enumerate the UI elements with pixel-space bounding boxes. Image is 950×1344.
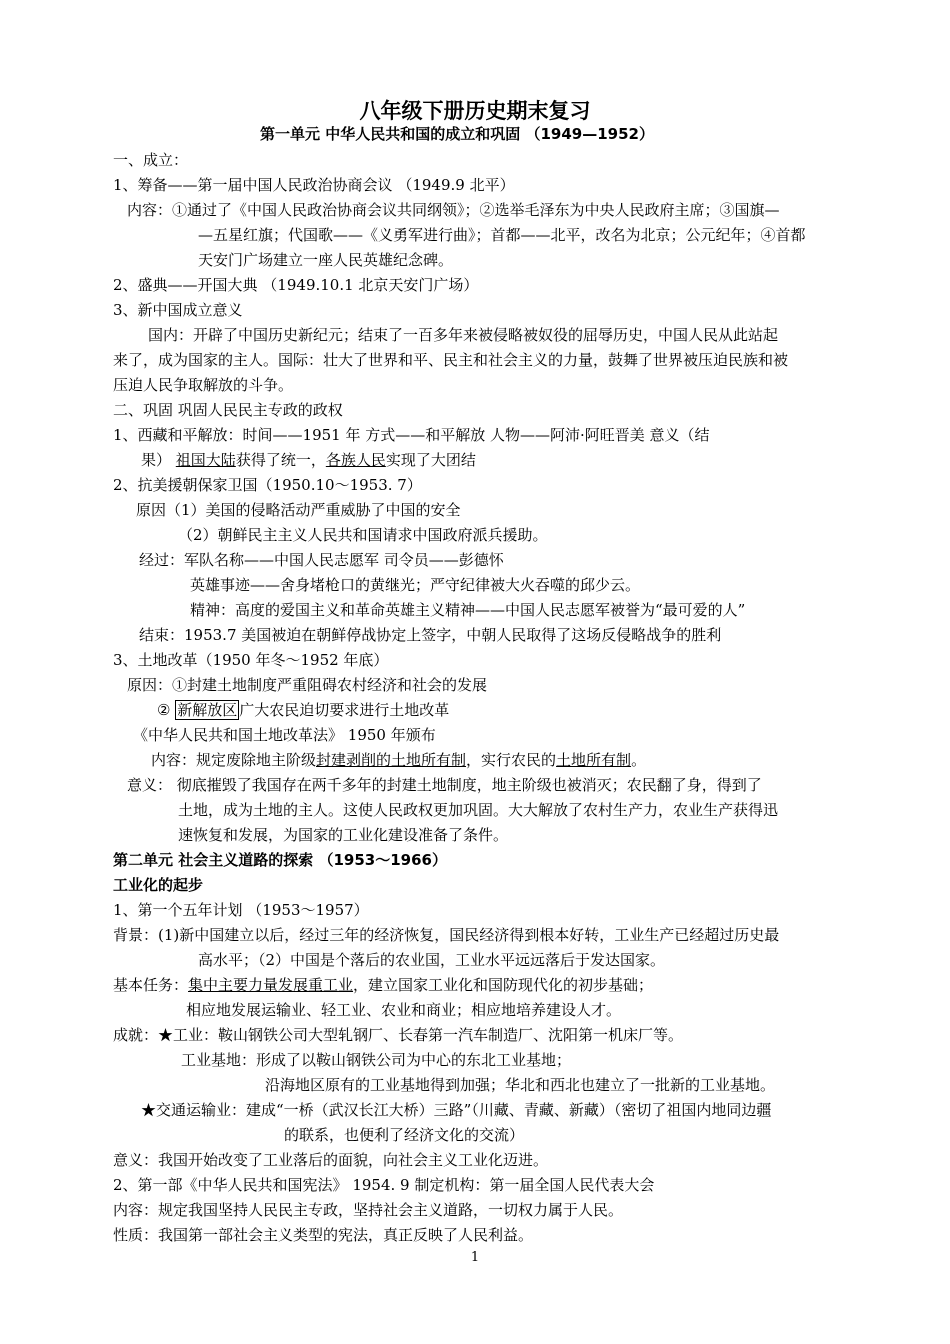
boxed-term: 新解放区	[177, 701, 238, 719]
text-segment: 广大农民迫切要求进行土地改革	[239, 701, 450, 719]
text-line: 3、土地改革（1950 年冬～1952 年底）	[113, 651, 389, 669]
text-segment: 基本任务：	[113, 976, 189, 994]
text-line: 沿海地区原有的工业基地得到加强；华北和西北也建立了一批新的工业基地。	[265, 1076, 776, 1094]
text-line: 结束：1953.7 美国被迫在朝鲜停战协定上签字，中朝人民取得了这场反侵略战争的胜利	[139, 626, 722, 644]
unit2-heading: 第二单元 社会主义道路的探索 （1953～1966）	[113, 851, 447, 869]
unit1-heading: 第一单元 中华人民共和国的成立和巩固 （1949—1952）	[260, 125, 654, 143]
text-segment: 果）	[141, 451, 172, 469]
text-line: 精神：高度的爱国主义和革命英雄主义精神——中国人民志愿军被誉为“最可爱的人”	[190, 601, 746, 619]
text-line: 性质：我国第一部社会主义类型的宪法，真正反映了人民利益。	[113, 1226, 534, 1244]
page-number: 1	[470, 1250, 480, 1265]
text-line: 意义：我国开始改变了工业落后的面貌，向社会主义工业化迈进。	[113, 1151, 549, 1169]
underlined-term: 集中主要力量发展重工业	[188, 976, 354, 994]
text-line: 背景：(1)新中国建立以后，经过三年的经济恢复，国民经济得到根本好转，工业生产已经超过历史最	[113, 926, 780, 944]
text-line: 英雄事迹——舍身堵枪口的黄继光；严守纪律被大火吞噬的邱少云。	[190, 576, 641, 594]
text-line: 的联系，也便利了经济文化的交流）	[284, 1126, 525, 1144]
text-segment: 获得了统一，	[235, 451, 326, 469]
text-line	[157, 700, 449, 720]
text-line: 来了，成为国家的主人。国际：壮大了世界和平、民主和社会主义的力量，鼓舞了世界被压迫民族和被	[113, 351, 789, 369]
text-line: 成就：★工业：鞍山钢铁公司大型轧钢厂、长春第一汽车制造厂、沈阳第一机床厂等。	[113, 1026, 684, 1044]
text-line: 1、第一个五年计划 （1953～1957）	[113, 901, 369, 919]
underlined-term: 各族人民	[325, 451, 386, 469]
section-heading: 工业化的起步	[113, 876, 204, 894]
text-line	[151, 750, 646, 770]
text-line: 高水平；（2）中国是个落后的农业国，工业水平远远落后于发达国家。	[198, 951, 666, 969]
text-line: —五星红旗；代国歌——《义勇军进行曲》；首都——北平，改名为北京；公元纪年；④首都	[198, 226, 806, 244]
text-line: 内容：①通过了《中国人民政治协商会议共同纲领》；②选举毛泽东为中央人民政府主席；③国旗—	[127, 201, 780, 219]
text-segment: ，建立国家工业化和国防现代化的初步基础；	[353, 976, 654, 994]
text-line: 《中华人民共和国土地改革法》 1950 年颁布	[133, 726, 436, 744]
text-line: 内容：规定我国坚持人民民主专政，坚持社会主义道路，一切权力属于人民。	[113, 1201, 624, 1219]
text-line: 国内：开辟了中国历史新纪元；结束了一百多年来被侵略被奴役的屈辱历史，中国人民从此站起	[148, 326, 779, 344]
text-line: ★交通运输业：建成“一桥（武汉长江大桥）三路”（川藏、青藏、新藏）（密切了祖国内地同边疆	[141, 1101, 772, 1119]
text-line: 意义： 彻底摧毁了我国存在两千多年的封建土地制度，地主阶级也被消灭；农民翻了身，得到了	[127, 776, 762, 794]
text-line: 相应地发展运输业、轻工业、农业和商业；相应地培养建设人才。	[186, 1001, 622, 1019]
text-line: 1、筹备——第一届中国人民政治协商会议 （1949.9 北平）	[113, 176, 515, 194]
text-line: 土地，成为土地的主人。这使人民政权更加巩固。大大解放了农村生产力，农业生产获得迅	[178, 801, 779, 819]
text-line: 3、新中国成立意义	[113, 301, 243, 319]
document-title: 八年级下册历史期末复习	[359, 99, 591, 123]
text-line: 2、抗美援朝保家卫国（1950.10～1953. 7）	[113, 476, 422, 494]
text-line: 速恢复和发展，为国家的工业化建设准备了条件。	[178, 826, 509, 844]
text-line: （2）朝鲜民主主义人民共和国请求中国政府派兵援助。	[178, 526, 548, 544]
text-line: 原因（1）美国的侵略活动严重威胁了中国的安全	[136, 501, 461, 519]
text-line: 工业基地：形成了以鞍山钢铁公司为中心的东北工业基地；	[181, 1051, 572, 1069]
text-line: 天安门广场建立一座人民英雄纪念碑。	[198, 251, 454, 269]
text-line: 1、西藏和平解放：时间——1951 年 方式——和平解放 人物——阿沛·阿旺晋美 意义（结	[113, 426, 710, 444]
text-line	[113, 975, 653, 995]
text-segment: 实现了大团结	[385, 451, 476, 469]
text-line	[141, 450, 476, 470]
text-segment: ，实行农民的	[466, 751, 557, 769]
text-line: 经过：军队名称——中国人民志愿军 司令员——彭德怀	[139, 551, 504, 569]
text-line: 2、盛典——开国大典 （1949.10.1 北京天安门广场）	[113, 276, 479, 294]
section-heading: 二、巩固 巩固人民民主专政的政权	[113, 401, 343, 419]
text-line: 压迫人民争取解放的斗争。	[113, 376, 294, 394]
underlined-term: 封建剥削的土地所有制	[316, 751, 467, 769]
underlined-term: 土地所有制	[556, 751, 632, 769]
section-heading: 一、成立：	[113, 151, 189, 169]
text-segment: ②	[157, 701, 171, 719]
text-segment: 。	[631, 751, 647, 769]
text-line: 原因：①封建土地制度严重阻碍农村经济和社会的发展	[127, 676, 488, 694]
text-segment: 内容：规定废除地主阶级	[151, 751, 317, 769]
text-line: 2、第一部《中华人民共和国宪法》 1954. 9 制定机构：第一届全国人民代表大会	[113, 1176, 655, 1194]
underlined-term: 祖国大陆	[175, 451, 236, 469]
